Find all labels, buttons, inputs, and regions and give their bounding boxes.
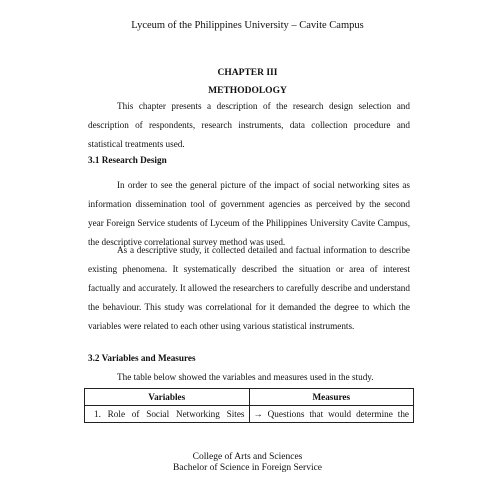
page-footer [0,452,495,474]
table-cell-measure: → Questions that would determine the [249,406,414,423]
footer-program: Bachelor of Science in Foreign Service [172,463,323,473]
page-header: Lyceum of the Philippines University – Cavite Campus [131,20,364,31]
chapter-title: METHODOLOGY [208,86,287,96]
section-heading-research-design: 3.1 Research Design [88,155,167,165]
variables-measures-table [84,388,414,423]
table-intro: The table below showed the variables and measures used in the study. [117,372,374,382]
table-row [85,406,414,423]
header-variables: Variables [85,389,250,406]
research-design-paragraph-2: As a descriptive study, it collected detailed and factual information to describe existing phenomena. It systematically described the situation or area of interest factually and accurately. It allowed the researchers to carefully describe and understand the behaviour. This study was correlational for it demanded the degree to which the variables were related to each other using various statistical instruments. [88,245,410,331]
table-header-row [85,389,414,406]
table-cell-variable: 1. Role of Social Networking Sites [85,406,250,423]
footer-college: College of Arts and Sciences [192,452,303,462]
section-heading-variables-measures: 3.2 Variables and Measures [88,353,196,363]
header-measures: Measures [249,389,414,406]
intro-paragraph: This chapter presents a description of the research design selection and description of respondents, research instruments, data collection procedure and statistical treatments used. [88,101,410,149]
chapter-label: CHAPTER III [217,68,278,78]
research-design-paragraph-1: In order to see the general picture of the impact of social networking sites as information dissemination tool of government agencies as perceived by the second year Foreign Service students of Lyceum of the Philippines University Cavite Campus, the descriptive correlational survey method was used. [88,180,410,247]
